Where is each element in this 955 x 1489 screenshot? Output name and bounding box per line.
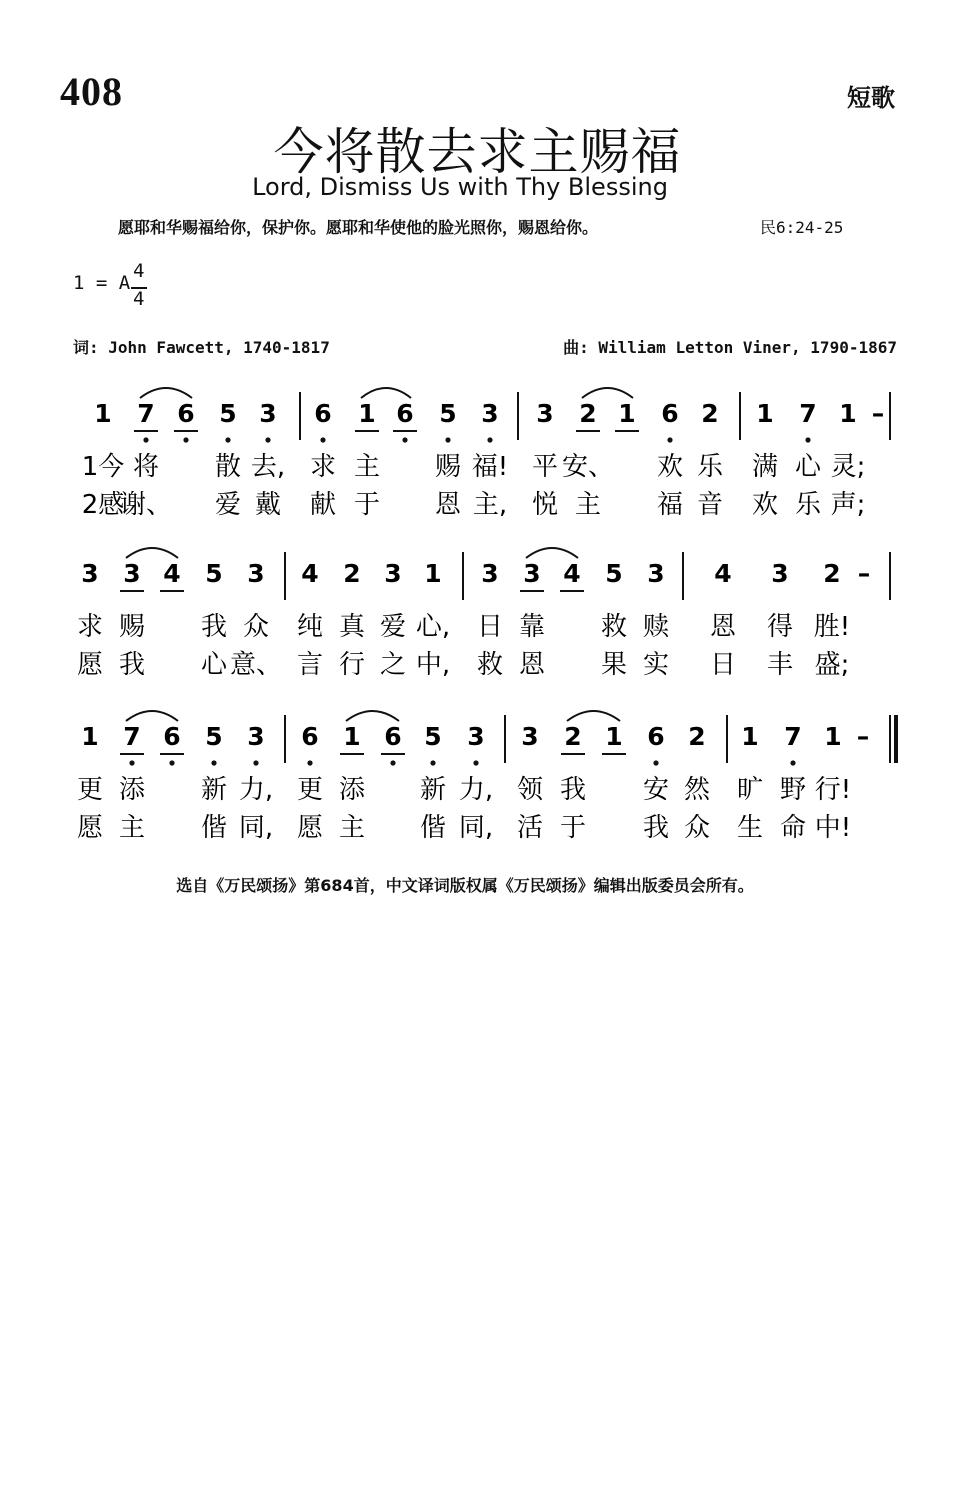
extension-dash: – <box>871 399 885 428</box>
english-title: Lord, Dismiss Us with Thy Blessing <box>252 173 668 201</box>
lyric-syllable: 心 <box>200 650 228 680</box>
note: 3 <box>521 722 539 751</box>
note: 5 <box>205 559 223 588</box>
lyric-syllable: 散 <box>214 452 242 482</box>
time-signature-bottom: 4 <box>133 288 145 310</box>
lyric-syllable: 心 <box>794 452 822 482</box>
note: 1 <box>343 722 361 751</box>
note: 5 <box>205 722 223 751</box>
lyric-syllable: 愿 <box>296 813 324 843</box>
note: 3 <box>467 722 485 751</box>
note: 6 <box>647 722 665 751</box>
note: 7 <box>137 399 155 428</box>
lyric-syllable: 我 <box>118 650 146 680</box>
note: 3 <box>647 559 665 588</box>
scripture-verse: 愿耶和华赐福给你，保护你。愿耶和华使他的脸光照你，赐恩给你。 <box>118 218 599 237</box>
lyric-syllable: 平 <box>531 452 559 482</box>
lyric-syllable: 愿 <box>76 650 104 680</box>
octave-dot-below <box>473 760 478 765</box>
note: 3 <box>384 559 402 588</box>
lyric-syllable: 纯 <box>296 612 324 642</box>
lyric-syllable: 心, <box>415 612 451 642</box>
note: 1 <box>839 399 857 428</box>
lyric-syllable: 更 <box>296 775 324 805</box>
lyric-syllable: 恩 <box>709 612 737 642</box>
lyric-syllable: 之 <box>379 650 407 680</box>
lyric-syllable: 主 <box>338 813 366 843</box>
note: 1 <box>358 399 376 428</box>
note: 5 <box>605 559 623 588</box>
time-signature-top: 4 <box>133 260 145 282</box>
score-system-1 <box>0 370 955 530</box>
note: 4 <box>163 559 181 588</box>
octave-dot-below <box>253 760 258 765</box>
lyric-syllable: 同, <box>458 813 494 843</box>
lyric-syllable: 救 <box>600 612 628 642</box>
lyric-syllable: 力, <box>238 775 274 805</box>
octave-dot-below <box>320 437 325 442</box>
octave-dot-below <box>211 760 216 765</box>
octave-dot-below <box>487 437 492 442</box>
lyric-syllable: 果 <box>600 650 628 680</box>
lyric-syllable: 去, <box>250 452 286 482</box>
octave-dot-below <box>307 760 312 765</box>
page-title: 今将散去求主赐福 <box>273 123 682 181</box>
lyric-syllable: 赐 <box>118 612 146 642</box>
lyric-syllable: 赎 <box>642 612 670 642</box>
note: 2 <box>823 559 841 588</box>
note: 1 <box>424 559 442 588</box>
lyric-syllable: 偕 <box>419 813 447 843</box>
lyric-syllable: 乐 <box>794 490 822 520</box>
octave-dot-below <box>805 437 810 442</box>
slur <box>126 548 178 558</box>
lyric-syllable: 主, <box>472 490 508 520</box>
lyric-syllable: 同, <box>238 813 274 843</box>
lyric-syllable: 主 <box>118 813 146 843</box>
key-signature: 1 = A <box>73 272 131 294</box>
slur <box>346 711 399 721</box>
slur <box>526 548 578 558</box>
note: 2 <box>343 559 361 588</box>
lyric-syllable: 于 <box>559 813 587 843</box>
octave-dot-below <box>790 760 795 765</box>
lyric-syllable: 主 <box>574 490 602 520</box>
octave-dot-below <box>430 760 435 765</box>
note: 3 <box>481 559 499 588</box>
note: 1 <box>618 399 636 428</box>
slur <box>582 388 633 398</box>
lyric-syllable: 声; <box>830 490 866 520</box>
lyric-syllable: 生 <box>736 813 764 843</box>
note: 1 <box>94 399 112 428</box>
note: 3 <box>259 399 277 428</box>
lyric-syllable: 偕 <box>200 813 228 843</box>
note: 5 <box>219 399 237 428</box>
lyric-syllable: 中, <box>415 650 451 680</box>
lyric-syllable: 言 <box>296 650 324 680</box>
lyric-syllable: 野 <box>779 775 807 805</box>
octave-dot-below <box>390 760 395 765</box>
note: 7 <box>123 722 141 751</box>
score-system-3 <box>0 693 955 853</box>
lyric-syllable: 戴 <box>254 490 282 520</box>
note: 2 <box>579 399 597 428</box>
lyric-syllable: 众 <box>242 612 270 642</box>
lyric-syllable: 献 <box>309 490 337 520</box>
lyric-syllable: 将 <box>132 452 160 482</box>
note: 1 <box>605 722 623 751</box>
note: 4 <box>301 559 319 588</box>
lyric-syllable: 安、 <box>561 452 615 482</box>
slur <box>140 388 192 398</box>
lyric-syllable: 胜! <box>813 612 851 642</box>
lyric-syllable: 得 <box>766 612 794 642</box>
lyric-syllable: 2感 <box>81 490 125 520</box>
lyric-syllable: 然 <box>683 775 711 805</box>
octave-dot-below <box>143 437 148 442</box>
octave-dot-below <box>402 437 407 442</box>
octave-dot-below <box>169 760 174 765</box>
score-system-2 <box>0 530 955 690</box>
note: 3 <box>536 399 554 428</box>
lyric-syllable: 中! <box>814 813 852 843</box>
note: 7 <box>784 722 802 751</box>
lyric-syllable: 恩 <box>518 650 546 680</box>
slur <box>126 711 178 721</box>
note: 3 <box>247 559 265 588</box>
lyric-syllable: 日 <box>709 650 737 680</box>
lyric-syllable: 旷 <box>736 775 764 805</box>
note: 6 <box>177 399 195 428</box>
scripture-reference: 民6:24-25 <box>760 218 844 237</box>
lyric-syllable: 求 <box>309 452 337 482</box>
lyric-syllable: 靠 <box>518 612 546 642</box>
note: 1 <box>81 722 99 751</box>
note: 5 <box>424 722 442 751</box>
lyric-syllable: 日 <box>476 612 504 642</box>
octave-dot-below <box>667 437 672 442</box>
note: 5 <box>439 399 457 428</box>
lyric-syllable: 爱 <box>379 612 407 642</box>
lyric-syllable: 音 <box>696 490 724 520</box>
lyric-syllable: 欢 <box>751 490 779 520</box>
note: 6 <box>314 399 332 428</box>
note: 2 <box>701 399 719 428</box>
lyric-syllable: 实 <box>642 650 670 680</box>
octave-dot-below <box>129 760 134 765</box>
note: 6 <box>384 722 402 751</box>
note: 6 <box>661 399 679 428</box>
note: 4 <box>714 559 732 588</box>
lyric-syllable: 我 <box>559 775 587 805</box>
lyric-syllable: 灵; <box>830 452 866 482</box>
slur <box>361 388 411 398</box>
note: 1 <box>824 722 842 751</box>
lyric-syllable: 我 <box>642 813 670 843</box>
lyric-syllable: 救 <box>476 650 504 680</box>
note: 4 <box>563 559 581 588</box>
lyric-syllable: 添 <box>118 775 146 805</box>
note: 3 <box>247 722 265 751</box>
lyric-syllable: 1今 <box>81 452 125 482</box>
note: 3 <box>123 559 141 588</box>
note: 6 <box>301 722 319 751</box>
extension-dash: – <box>857 559 871 588</box>
note: 6 <box>396 399 414 428</box>
lyric-syllable: 真 <box>338 612 366 642</box>
octave-dot-below <box>225 437 230 442</box>
slur <box>567 711 620 721</box>
note: 3 <box>771 559 789 588</box>
note: 6 <box>163 722 181 751</box>
extension-dash: – <box>856 722 870 751</box>
composer-credit: 曲: William Letton Viner, 1790-1867 <box>563 338 897 357</box>
lyric-syllable: 福 <box>656 490 684 520</box>
note: 3 <box>481 399 499 428</box>
lyric-syllable: 更 <box>76 775 104 805</box>
lyric-syllable: 福! <box>471 452 509 482</box>
lyric-syllable: 活 <box>516 813 544 843</box>
octave-dot-below <box>653 760 658 765</box>
lyric-syllable: 欢 <box>656 452 684 482</box>
lyric-syllable: 盛; <box>814 650 850 680</box>
lyric-syllable: 领 <box>516 775 544 805</box>
lyric-syllable: 求 <box>76 612 104 642</box>
lyric-syllable: 谢、 <box>119 490 173 520</box>
lyric-syllable: 力, <box>458 775 494 805</box>
lyric-syllable: 众 <box>683 813 711 843</box>
hymn-number: 408 <box>60 69 123 114</box>
lyric-syllable: 丰 <box>766 650 794 680</box>
note: 1 <box>741 722 759 751</box>
lyric-syllable: 我 <box>200 612 228 642</box>
lyricist-credit: 词: John Fawcett, 1740-1817 <box>73 338 330 357</box>
note: 3 <box>523 559 541 588</box>
lyric-syllable: 安 <box>642 775 670 805</box>
lyric-syllable: 新 <box>200 775 228 805</box>
lyric-syllable: 爱 <box>214 490 242 520</box>
lyric-syllable: 命 <box>779 813 807 843</box>
lyric-syllable: 意、 <box>229 650 283 680</box>
note: 7 <box>799 399 817 428</box>
note: 3 <box>81 559 99 588</box>
lyric-syllable: 行! <box>814 775 852 805</box>
note: 2 <box>688 722 706 751</box>
lyric-syllable: 乐 <box>696 452 724 482</box>
lyric-syllable: 新 <box>419 775 447 805</box>
note: 1 <box>756 399 774 428</box>
lyric-syllable: 恩 <box>434 490 462 520</box>
lyric-syllable: 行 <box>338 650 366 680</box>
category-label: 短歌 <box>847 83 895 112</box>
octave-dot-below <box>265 437 270 442</box>
octave-dot-below <box>445 437 450 442</box>
lyric-syllable: 主 <box>353 452 381 482</box>
octave-dot-below <box>183 437 188 442</box>
lyric-syllable: 于 <box>353 490 381 520</box>
lyric-syllable: 赐 <box>434 452 462 482</box>
lyric-syllable: 悦 <box>531 490 559 520</box>
lyric-syllable: 满 <box>751 452 779 482</box>
copyright-footer: 选自《万民颂扬》第684首，中文译词版权属《万民颂扬》编辑出版委员会所有。 <box>176 876 754 895</box>
note: 2 <box>564 722 582 751</box>
lyric-syllable: 愿 <box>76 813 104 843</box>
lyric-syllable: 添 <box>338 775 366 805</box>
